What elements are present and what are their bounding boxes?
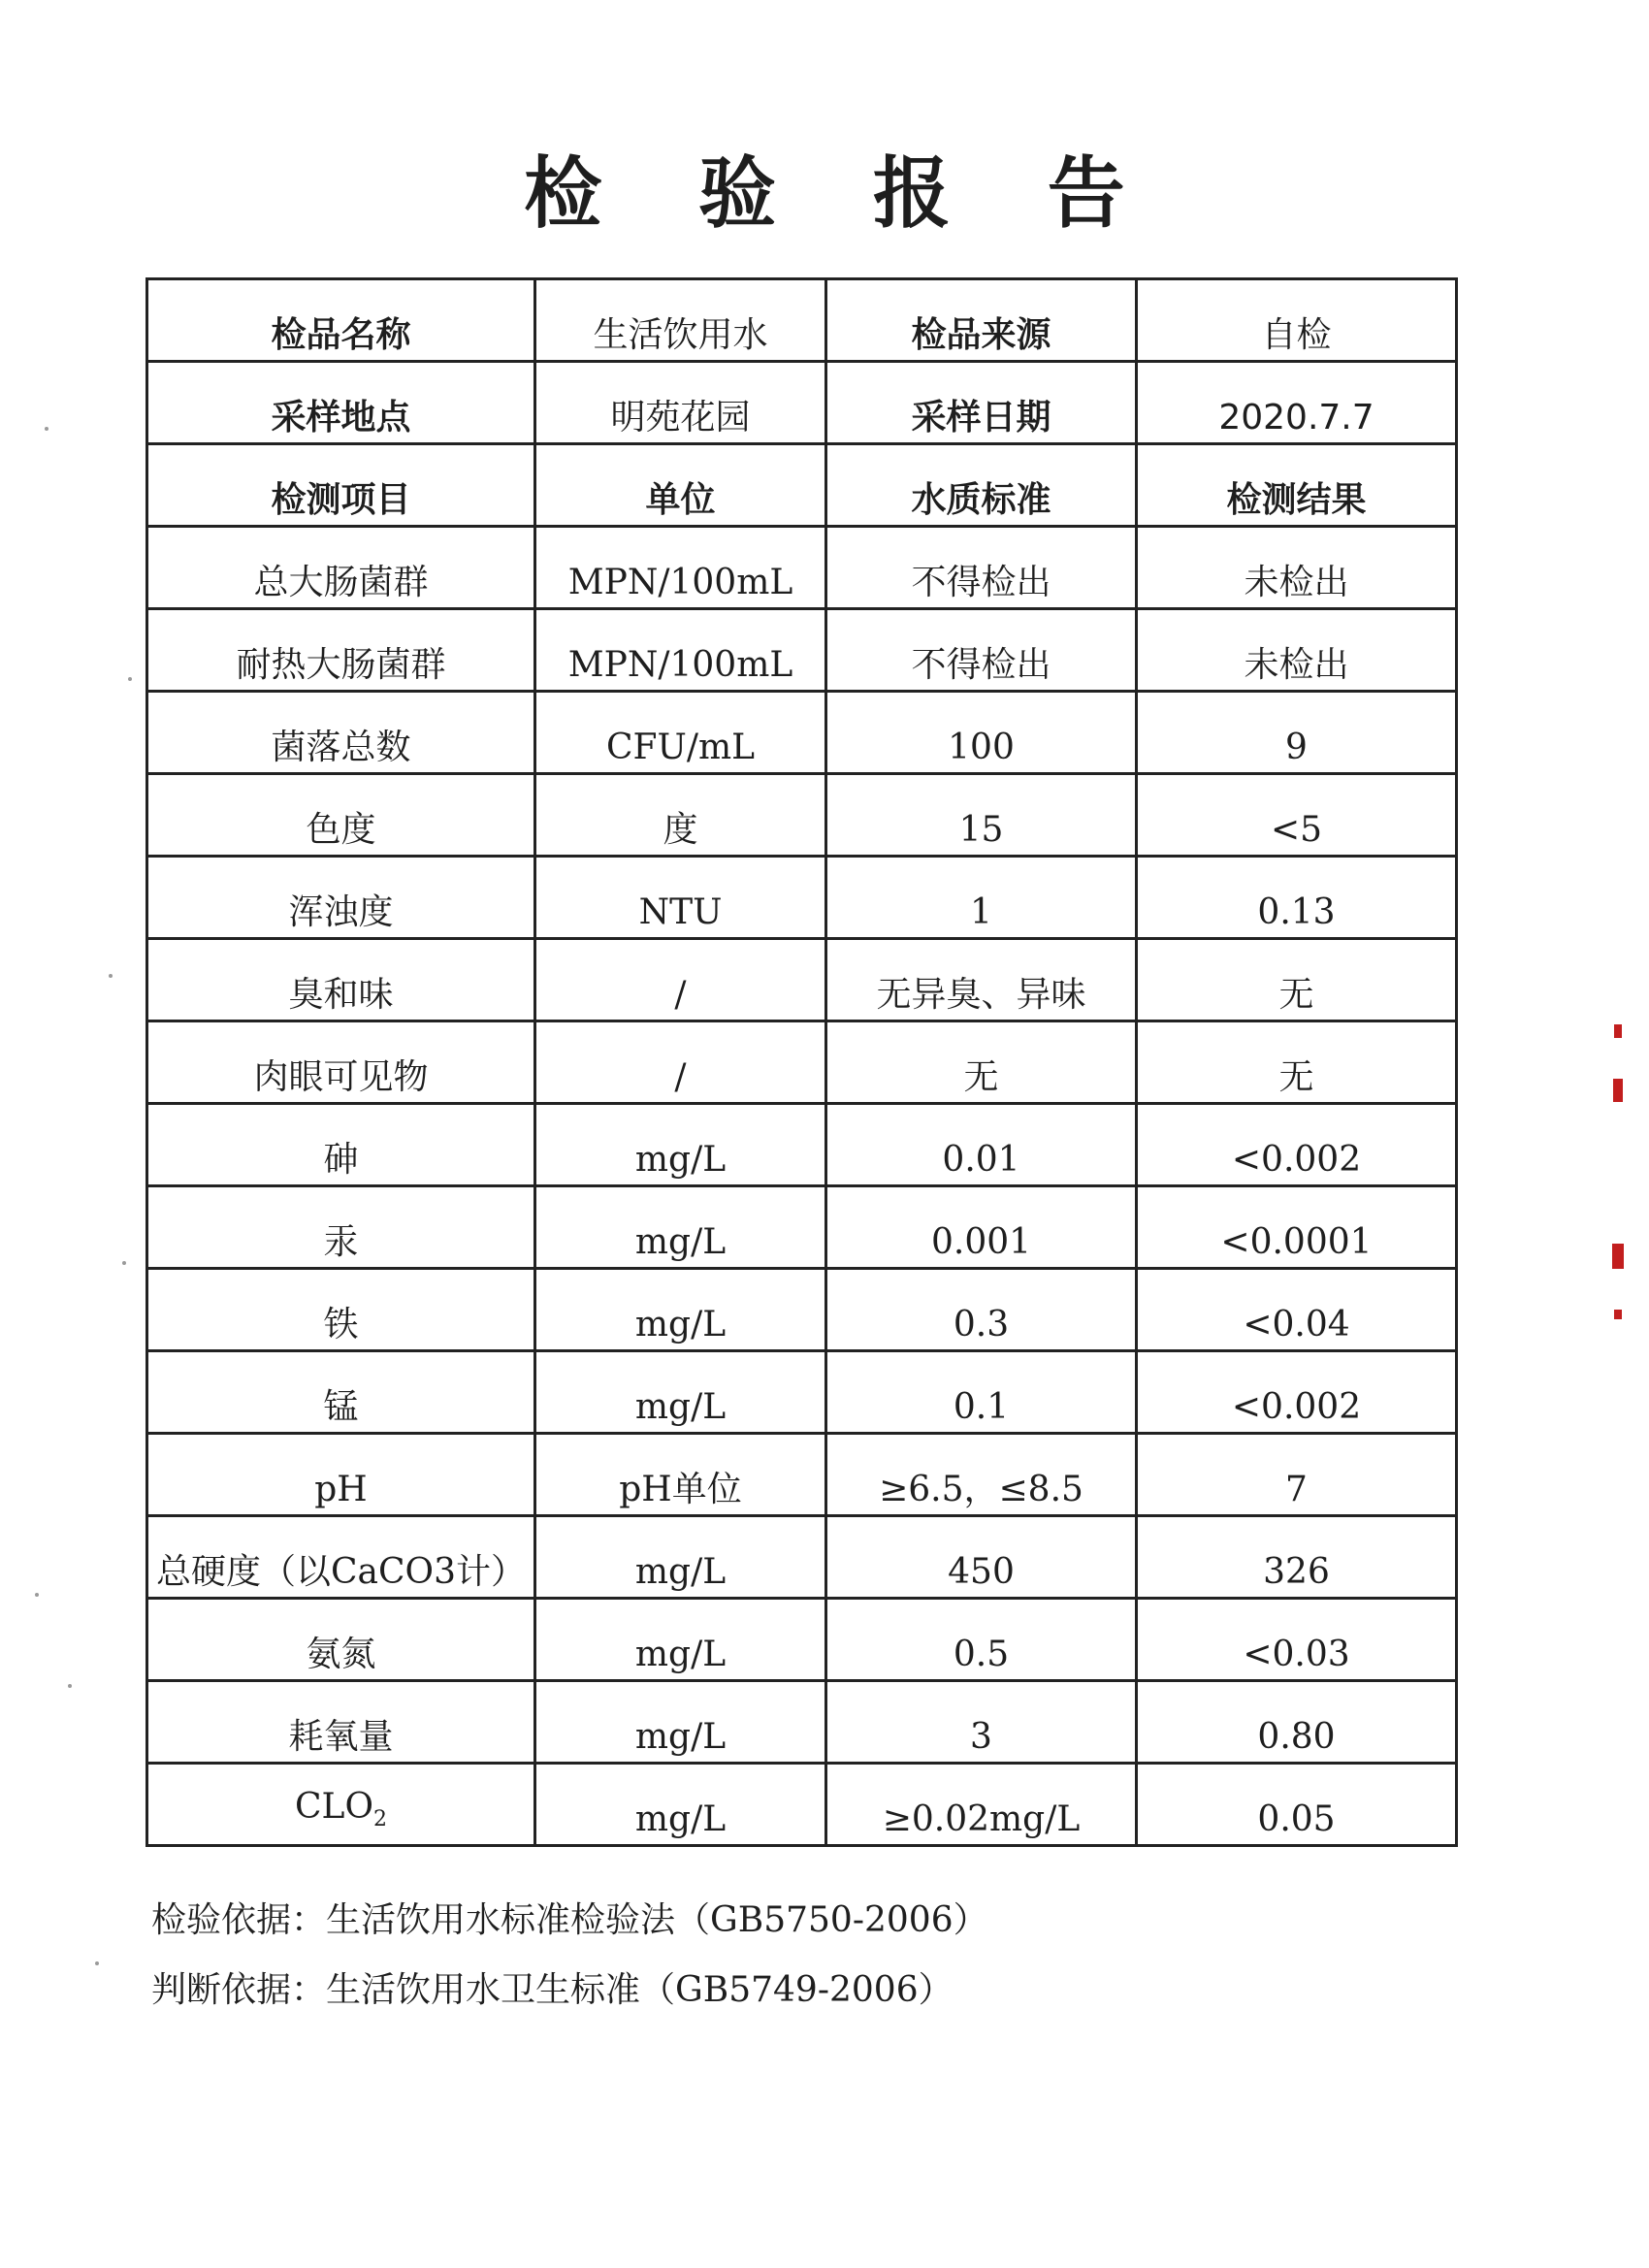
cell-item-text: 臭和味	[288, 975, 394, 1015]
cell-unit-text: /	[674, 975, 687, 1015]
scan-speck	[95, 1961, 99, 1965]
cell-result	[1137, 527, 1457, 609]
cell-result-text: 0.80	[1257, 1717, 1336, 1757]
cell-standard-text: 3	[970, 1717, 992, 1757]
cell-result	[1137, 1764, 1457, 1846]
table-row	[147, 1269, 1457, 1351]
cell-item	[147, 1186, 535, 1269]
cell-unit-text: pH单位	[619, 1470, 742, 1509]
cell-unit-text: mg/L	[634, 1799, 727, 1839]
cell-standard	[826, 1434, 1137, 1516]
table-row	[147, 1351, 1457, 1434]
label-sampling-date: 采样日期	[826, 362, 1137, 444]
cell-standard-text: 0.01	[942, 1140, 1020, 1180]
cell-unit-text: mg/L	[634, 1717, 727, 1757]
cell-result	[1137, 1021, 1457, 1104]
cell-item-text: pH	[314, 1470, 368, 1509]
cell-result	[1137, 1186, 1457, 1269]
cell-result	[1137, 1681, 1457, 1764]
column-header-standard: 水质标准	[826, 444, 1137, 527]
cell-standard-text: 不得检出	[911, 645, 1051, 685]
cell-standard-text: 0.1	[953, 1387, 1010, 1427]
cell-item	[147, 1021, 535, 1104]
cell-item	[147, 609, 535, 692]
cell-result	[1137, 1269, 1457, 1351]
cell-item-text: 耗氧量	[288, 1717, 394, 1757]
cell-unit	[535, 1021, 826, 1104]
stamp-fragment	[1612, 1244, 1624, 1269]
stamp-fragment	[1614, 1310, 1622, 1319]
cell-item-text: 氨氮	[306, 1635, 376, 1674]
cell-result-text: <5	[1270, 810, 1323, 850]
cell-result	[1137, 774, 1457, 857]
cell-unit-text: mg/L	[634, 1140, 727, 1180]
table-row	[147, 609, 1457, 692]
cell-item-text: 耐热大肠菌群	[236, 645, 446, 685]
cell-standard-text: 0.3	[953, 1305, 1010, 1345]
cell-unit-text: /	[674, 1057, 687, 1097]
cell-result-text: 无	[1278, 1057, 1314, 1097]
table-row	[147, 939, 1457, 1021]
cell-result-text: <0.0001	[1220, 1222, 1373, 1262]
cell-unit	[535, 1434, 826, 1516]
table-row	[147, 774, 1457, 857]
cell-result-text: <0.03	[1243, 1635, 1350, 1674]
cell-unit-text: mg/L	[634, 1305, 727, 1345]
cell-item-text: 菌落总数	[271, 728, 411, 767]
cell-unit	[535, 1681, 826, 1764]
cell-standard	[826, 1269, 1137, 1351]
cell-unit-text: 度	[663, 810, 698, 850]
cell-unit	[535, 1269, 826, 1351]
table-row	[147, 527, 1457, 609]
value-sampling-location: 明苑花园	[535, 362, 826, 444]
note-test-basis: 检验依据：生活饮用水标准检验法（GB5750-2006）	[151, 1900, 988, 1940]
cell-item	[147, 1681, 535, 1764]
cell-result-text: 0.05	[1257, 1799, 1336, 1839]
cell-unit-text: MPN/100mL	[567, 563, 793, 602]
cell-standard	[826, 1186, 1137, 1269]
cell-standard	[826, 609, 1137, 692]
table-row	[147, 1681, 1457, 1764]
cell-standard-text: 0.5	[953, 1635, 1010, 1674]
cell-item	[147, 692, 535, 774]
cell-item-text: 锰	[323, 1387, 359, 1427]
label-sampling-location: 采样地点	[147, 362, 535, 444]
column-header-row	[147, 444, 1457, 527]
cell-result-text: <0.04	[1243, 1305, 1350, 1345]
cell-standard-text: 15	[958, 810, 1004, 850]
cell-result	[1137, 692, 1457, 774]
cell-standard-text: 无异臭、异味	[876, 975, 1086, 1015]
cell-item	[147, 1269, 535, 1351]
header-row-sampling	[147, 362, 1457, 444]
cell-item-text: 总硬度（以CaCO3计）	[156, 1552, 526, 1592]
value-sampling-date: 2020.7.7	[1137, 362, 1457, 444]
column-header-result: 检测结果	[1137, 444, 1457, 527]
label-sample-name: 检品名称	[147, 279, 535, 362]
cell-item	[147, 1351, 535, 1434]
cell-item	[147, 939, 535, 1021]
cell-item-text: 浑浊度	[288, 892, 394, 932]
notes-block	[151, 1886, 988, 2025]
cell-standard	[826, 1681, 1137, 1764]
cell-standard-text: 450	[948, 1552, 1015, 1592]
cell-item-subscript: 2	[372, 1807, 387, 1831]
note-judgement-basis: 判断依据：生活饮用水卫生标准（GB5749-2006）	[151, 1970, 954, 2010]
cell-item-text: 色度	[306, 810, 376, 850]
cell-unit-text: mg/L	[634, 1222, 727, 1262]
cell-standard	[826, 1021, 1137, 1104]
cell-standard	[826, 939, 1137, 1021]
cell-standard	[826, 1516, 1137, 1599]
inspection-table	[146, 277, 1458, 1847]
cell-item	[147, 857, 535, 939]
cell-unit-text: NTU	[638, 892, 723, 932]
cell-item-text: CLO	[295, 1786, 373, 1827]
cell-result	[1137, 857, 1457, 939]
cell-result-text: 326	[1263, 1552, 1330, 1592]
table-row	[147, 1021, 1457, 1104]
cell-unit	[535, 1351, 826, 1434]
cell-standard-text: 不得检出	[911, 563, 1051, 602]
stamp-fragment	[1613, 1079, 1623, 1102]
cell-unit	[535, 692, 826, 774]
table-row	[147, 1516, 1457, 1599]
cell-result	[1137, 1516, 1457, 1599]
cell-unit	[535, 1104, 826, 1186]
cell-result-text: 未检出	[1244, 645, 1349, 685]
cell-unit	[535, 609, 826, 692]
scan-speck	[128, 677, 132, 681]
cell-standard	[826, 1351, 1137, 1434]
table-row	[147, 1599, 1457, 1681]
cell-unit	[535, 774, 826, 857]
cell-standard-text: 1	[970, 892, 992, 932]
scan-speck	[35, 1593, 39, 1597]
cell-standard-text: 无	[963, 1057, 999, 1097]
value-sample-name: 生活饮用水	[535, 279, 826, 362]
cell-unit-text: mg/L	[634, 1387, 727, 1427]
column-header-item: 检测项目	[147, 444, 535, 527]
cell-unit-text: CFU/mL	[605, 728, 756, 767]
cell-standard	[826, 774, 1137, 857]
label-sample-source: 检品来源	[826, 279, 1137, 362]
scan-speck	[122, 1261, 126, 1265]
cell-result-text: 0.13	[1257, 892, 1336, 932]
table-row	[147, 1434, 1457, 1516]
cell-unit-text: MPN/100mL	[567, 645, 793, 685]
cell-unit	[535, 857, 826, 939]
cell-unit-text: mg/L	[634, 1552, 727, 1592]
cell-item	[147, 1516, 535, 1599]
cell-standard-text: ≥0.02mg/L	[882, 1799, 1081, 1839]
test-rows	[147, 527, 1457, 1846]
cell-unit	[535, 527, 826, 609]
cell-item	[147, 1104, 535, 1186]
column-header-unit: 单位	[535, 444, 826, 527]
cell-standard	[826, 1104, 1137, 1186]
scan-speck	[45, 427, 48, 431]
cell-standard	[826, 1764, 1137, 1846]
cell-unit	[535, 1186, 826, 1269]
cell-standard	[826, 692, 1137, 774]
cell-result	[1137, 939, 1457, 1021]
cell-result-text: 未检出	[1244, 563, 1349, 602]
cell-result	[1137, 1434, 1457, 1516]
table-row	[147, 1186, 1457, 1269]
cell-standard	[826, 1599, 1137, 1681]
cell-item-text: 肉眼可见物	[253, 1057, 429, 1097]
cell-standard-text: 100	[948, 728, 1015, 767]
cell-unit	[535, 1599, 826, 1681]
cell-result-text: 9	[1285, 728, 1308, 767]
cell-unit	[535, 1764, 826, 1846]
cell-standard-text: ≥6.5，≤8.5	[879, 1470, 1083, 1509]
cell-item-text: 总大肠菌群	[253, 563, 429, 602]
cell-item	[147, 774, 535, 857]
value-sample-source: 自检	[1137, 279, 1457, 362]
cell-standard	[826, 857, 1137, 939]
cell-result	[1137, 1599, 1457, 1681]
header-row-sample-name	[147, 279, 1457, 362]
cell-standard-text: 0.001	[930, 1222, 1032, 1262]
cell-result-text: 7	[1285, 1470, 1308, 1509]
cell-result	[1137, 1351, 1457, 1434]
cell-item	[147, 1764, 535, 1846]
cell-item-text: 铁	[323, 1305, 359, 1345]
table-row	[147, 857, 1457, 939]
scan-speck	[109, 974, 113, 978]
cell-unit	[535, 1516, 826, 1599]
cell-item-text: 汞	[323, 1222, 359, 1262]
cell-item	[147, 527, 535, 609]
table-row	[147, 1104, 1457, 1186]
cell-result	[1137, 1104, 1457, 1186]
cell-unit	[535, 939, 826, 1021]
cell-item	[147, 1599, 535, 1681]
cell-item	[147, 1434, 535, 1516]
cell-unit-text: mg/L	[634, 1635, 727, 1674]
cell-result	[1137, 609, 1457, 692]
cell-standard	[826, 527, 1137, 609]
cell-result-text: <0.002	[1231, 1140, 1362, 1180]
cell-result-text: 无	[1278, 975, 1314, 1015]
page-title: 检 验 报 告	[524, 148, 1160, 239]
table-row	[147, 1764, 1457, 1846]
scan-speck	[68, 1684, 72, 1688]
cell-item-text: 砷	[323, 1140, 359, 1180]
cell-result-text: <0.002	[1231, 1387, 1362, 1427]
stamp-fragment	[1614, 1024, 1622, 1038]
table-row	[147, 692, 1457, 774]
